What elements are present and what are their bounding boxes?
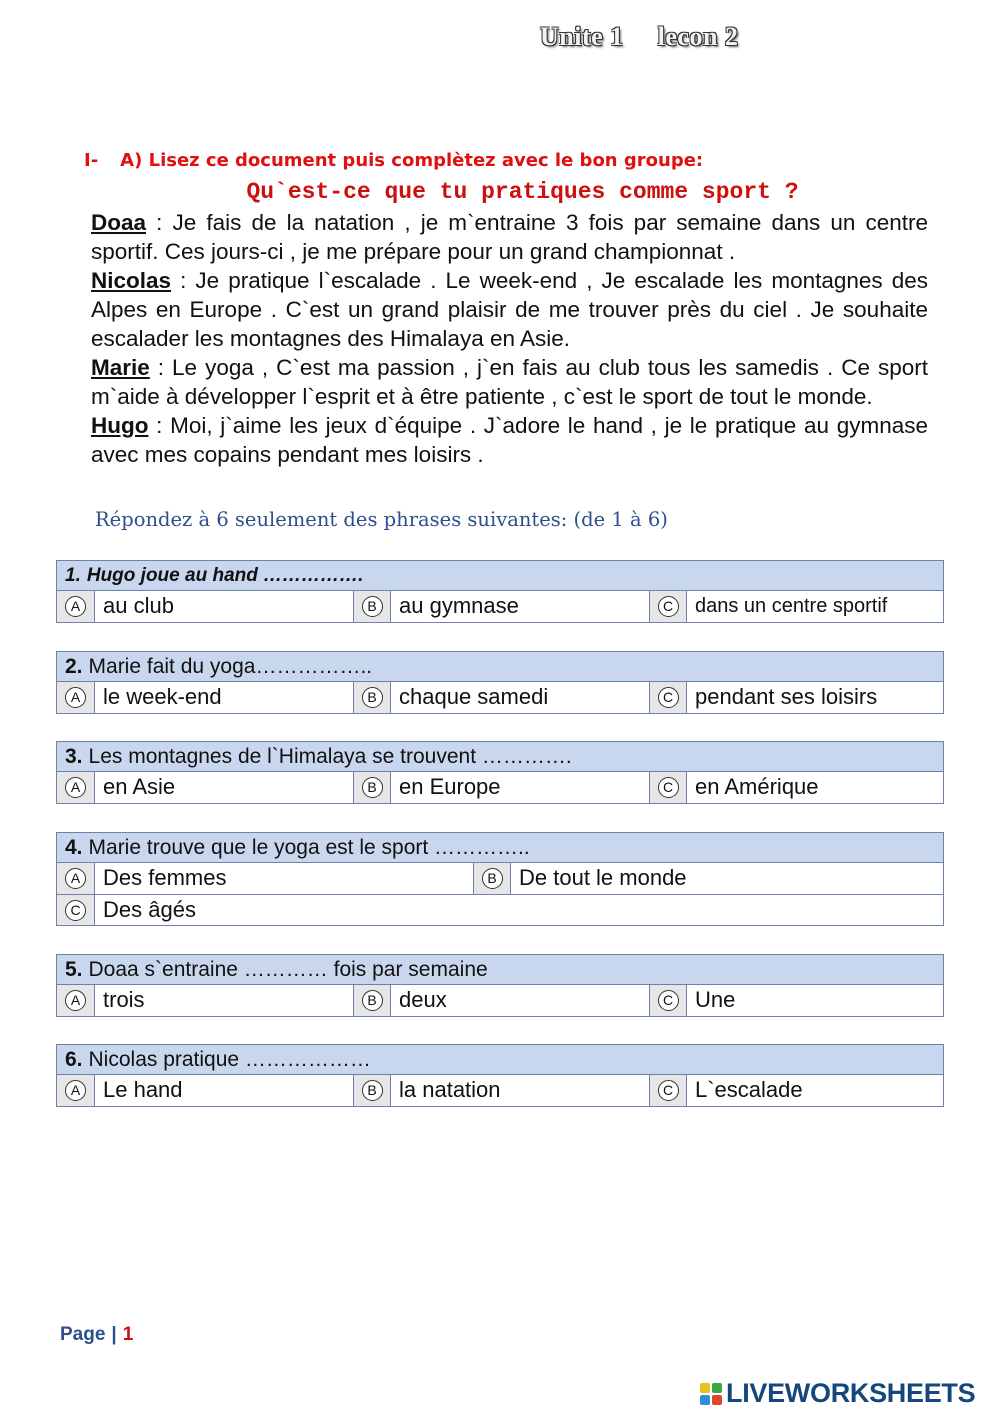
circled-letter-a-icon: A	[65, 868, 86, 889]
option-a-selector[interactable]	[57, 591, 95, 622]
question-header	[57, 833, 943, 863]
passage-paragraph-nicolas	[91, 266, 928, 353]
option-a-selector[interactable]	[57, 1075, 95, 1106]
liveworksheets-logo-icon	[700, 1383, 722, 1405]
option-a-selector[interactable]	[57, 863, 95, 894]
passage-paragraph-hugo	[91, 411, 928, 469]
circled-letter-b-icon: B	[362, 596, 383, 617]
question-header	[57, 742, 943, 772]
speaker-name: Doaa	[91, 210, 147, 235]
questions-subtitle: Répondez à 6 seulement des phrases suivantes: (de 1 à 6)	[95, 508, 668, 531]
circled-letter-a-icon: A	[65, 596, 86, 617]
page-number: 1	[122, 1324, 134, 1345]
option-a-text[interactable]: le week-end	[103, 684, 222, 709]
question-number: 5.	[65, 958, 83, 981]
option-c-text[interactable]: Des âgés	[103, 897, 196, 922]
reading-passage	[91, 208, 928, 469]
question-text: Marie trouve que le yoga est le sport …………..	[88, 836, 530, 859]
circled-letter-a-icon: A	[65, 687, 86, 708]
question-header	[57, 955, 943, 985]
paragraph-text: : Moi, j`aime les jeux d`équipe . J`adore le hand , je le pratique au gymnase avec mes copains pendant mes loisirs .	[91, 413, 928, 467]
page-footer	[60, 1324, 133, 1346]
option-c-text[interactable]: L`escalade	[695, 1077, 803, 1102]
question-4	[56, 832, 944, 926]
brand-name: LIVEWORKSHEETS	[726, 1378, 976, 1408]
option-c-selector[interactable]	[57, 895, 95, 925]
option-a-selector[interactable]	[57, 985, 95, 1016]
document-title: Qu`est-ce que tu pratiques comme sport ?	[246, 179, 799, 205]
circled-letter-c-icon: C	[658, 1080, 679, 1101]
circled-letter-b-icon: B	[482, 868, 503, 889]
option-a-selector[interactable]	[57, 682, 95, 713]
option-b-selector[interactable]	[353, 1075, 391, 1106]
option-a-text[interactable]: Des femmes	[103, 865, 227, 890]
circled-letter-a-icon: A	[65, 1080, 86, 1101]
option-b-text[interactable]: deux	[399, 987, 447, 1012]
option-a-selector[interactable]	[57, 772, 95, 803]
option-a-text[interactable]: au club	[103, 593, 174, 618]
option-b-selector[interactable]	[353, 772, 391, 803]
option-b-text[interactable]: chaque samedi	[399, 684, 549, 709]
option-b-text[interactable]: au gymnase	[399, 593, 519, 618]
question-text: Doaa s`entraine ………… fois par semaine	[88, 958, 488, 981]
option-c-selector[interactable]	[649, 591, 687, 622]
options-row	[57, 863, 943, 894]
question-5	[56, 954, 944, 1017]
passage-paragraph-doaa	[91, 208, 928, 266]
speaker-name: Nicolas	[91, 268, 172, 293]
instruction-roman: I-	[84, 150, 99, 171]
option-c-text[interactable]: dans un centre sportif	[695, 595, 888, 617]
option-a-text[interactable]: trois	[103, 987, 145, 1012]
option-c-selector[interactable]	[649, 772, 687, 803]
question-header	[57, 652, 943, 682]
paragraph-text: : Je pratique l`escalade . Le week-end , Je escalade les montagnes des Alpes en Europe . C`est un grand plaisir de me trouver près du ciel . Je souhaite escalader les montagnes des Himalaya en Asie.	[91, 268, 928, 351]
option-c-selector[interactable]	[649, 682, 687, 713]
options-row	[57, 591, 943, 622]
circled-letter-b-icon: B	[362, 1080, 383, 1101]
question-number: 1.	[65, 565, 81, 586]
option-c-text[interactable]: en Amérique	[695, 774, 819, 799]
speaker-name: Hugo	[91, 413, 149, 438]
paragraph-text: : Je fais de la natation , je m`entraine 3 fois par semaine dans un centre sportif. Ces jours-ci , je me prépare pour un grand championnat .	[91, 210, 928, 264]
speaker-name: Marie	[91, 355, 150, 380]
page-separator: |	[111, 1324, 117, 1345]
option-a-text[interactable]: Le hand	[103, 1077, 183, 1102]
circled-letter-b-icon: B	[362, 687, 383, 708]
circled-letter-c-icon: C	[65, 900, 86, 921]
option-c-text[interactable]: pendant ses loisirs	[695, 684, 878, 709]
options-row	[57, 1075, 943, 1106]
question-header	[57, 1045, 943, 1075]
circled-letter-a-icon: A	[65, 777, 86, 798]
question-2	[56, 651, 944, 714]
question-header	[57, 561, 943, 591]
lesson-label: lecon 2	[657, 22, 739, 51]
circled-letter-c-icon: C	[658, 596, 679, 617]
options-row	[57, 985, 943, 1016]
question-text: Nicolas pratique ………………	[88, 1048, 371, 1071]
option-b-text[interactable]: la natation	[399, 1077, 501, 1102]
question-text: Marie fait du yoga……………..	[88, 655, 373, 678]
option-b-selector[interactable]	[353, 682, 391, 713]
question-number: 2.	[65, 655, 83, 678]
question-text: Les montagnes de l`Himalaya se trouvent ………….	[88, 745, 572, 768]
option-b-selector[interactable]	[353, 985, 391, 1016]
unit-label: Unite 1	[540, 22, 624, 51]
liveworksheets-brand[interactable]	[700, 1378, 975, 1409]
question-3	[56, 741, 944, 804]
options-row	[57, 682, 943, 713]
question-6	[56, 1044, 944, 1107]
circled-letter-b-icon: B	[362, 777, 383, 798]
option-c-text[interactable]: Une	[695, 987, 736, 1012]
unit-lesson-header	[540, 22, 772, 52]
page-label: Page	[60, 1324, 106, 1345]
instruction	[84, 150, 703, 171]
passage-paragraph-marie	[91, 353, 928, 411]
circled-letter-a-icon: A	[65, 990, 86, 1011]
circled-letter-c-icon: C	[658, 687, 679, 708]
option-c-selector[interactable]	[649, 1075, 687, 1106]
option-b-text[interactable]: en Europe	[399, 774, 501, 799]
circled-letter-c-icon: C	[658, 990, 679, 1011]
instruction-text: A) Lisez ce document puis complètez avec le bon groupe:	[120, 150, 704, 171]
options-row	[57, 894, 943, 925]
option-b-text[interactable]: De tout le monde	[519, 865, 687, 890]
question-number: 4.	[65, 836, 83, 859]
circled-letter-b-icon: B	[362, 990, 383, 1011]
option-b-selector[interactable]	[353, 591, 391, 622]
circled-letter-c-icon: C	[658, 777, 679, 798]
paragraph-text: : Le yoga , C`est ma passion , j`en fais au club tous les samedis . Ce sport m`aide à développer l`esprit et à être patiente , c`est le sport de tout le monde.	[91, 355, 928, 409]
option-c-selector[interactable]	[649, 985, 687, 1016]
options-row	[57, 772, 943, 803]
question-1	[56, 560, 944, 623]
option-a-text[interactable]: en Asie	[103, 774, 176, 799]
option-b-selector[interactable]	[473, 863, 511, 894]
question-number: 6.	[65, 1048, 83, 1071]
question-text: Hugo joue au hand …………….	[86, 565, 364, 586]
question-number: 3.	[65, 745, 83, 768]
